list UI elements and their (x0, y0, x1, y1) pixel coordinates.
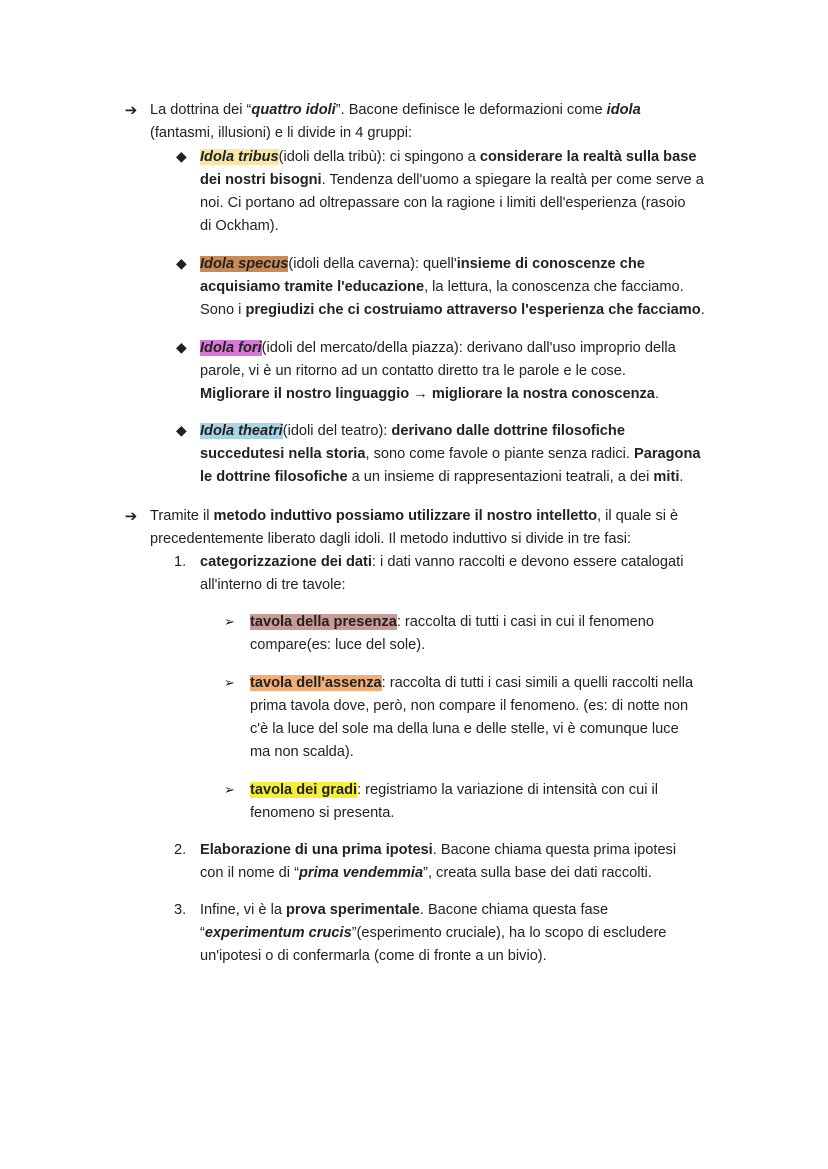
idol-tribus-line3: noi. Ci portano ad oltrepassare con la ragione i limiti dell'esperienza (rasoio (200, 195, 686, 211)
step-number: 1. (174, 554, 187, 570)
assenza-line1: tavola dell'assenza: raccolta di tutti i casi simili a quelli raccolti nella (250, 675, 694, 691)
diamond-bullet-icon: ◆ (176, 340, 187, 356)
step-number: 2. (174, 842, 187, 858)
section2-intro-line1: Tramite il metodo induttivo possiamo utilizzare il nostro intelletto, il quale si è (150, 508, 679, 524)
gradi-line1: tavola dei gradi: registriamo la variazione di intensità con cui il (250, 782, 658, 798)
triangle-bullet-icon: ➢ (224, 783, 235, 798)
step-number: 3. (174, 902, 187, 918)
triangle-bullet-icon: ➢ (224, 615, 235, 630)
presenza-line2: compare(es: luce del sole). (250, 637, 426, 653)
section1-intro-line2: (fantasmi, illusioni) e li divide in 4 gruppi: (150, 125, 412, 141)
gradi-line2: fenomeno si presenta. (250, 805, 395, 821)
section1-intro-line1: La dottrina dei “quattro idoli”. Bacone definisce le deformazioni come idola (150, 102, 641, 118)
idol-fori-line3: Migliorare il nostro linguaggio → migliorare la nostra conoscenza. (200, 386, 659, 402)
idol-tribus-line4: di Ockham). (200, 218, 279, 234)
idol-tribus-line1: Idola tribus(idoli della tribù): ci spingono a considerare la realtà sulla base (200, 149, 697, 165)
idol-specus-line2: acquisiamo tramite l'educazione, la lettura, la conoscenza che facciamo. (200, 279, 684, 295)
diamond-bullet-icon: ◆ (176, 256, 187, 272)
arrow-bullet-icon: ➔ (124, 507, 138, 525)
idol-specus-line1: Idola specus(idoli della caverna): quell'insieme di conoscenze che (200, 256, 645, 272)
step1-line2: all'interno di tre tavole: (200, 577, 346, 593)
idol-theatri-line2: succedutesi nella storia, sono come favole o piante senza radici. Paragona (200, 446, 701, 462)
idol-specus-line3: Sono i pregiudizi che ci costruiamo attraverso l'esperienza che facciamo. (200, 302, 705, 318)
idol-theatri-line1: Idola theatri(idoli del teatro): derivano dalle dottrine filosofiche (200, 423, 625, 439)
idol-fori-line1: Idola fori(idoli del mercato/della piazza): derivano dall'uso improprio della (200, 340, 676, 356)
assenza-line2: prima tavola dove, però, non compare il fenomeno. (es: di notte non (250, 698, 689, 714)
idol-fori-line2: parole, vi è un ritorno ad un contatto diretto tra le parole e le cose. (200, 363, 626, 379)
presenza-line1: tavola della presenza: raccolta di tutti i casi in cui il fenomeno (250, 614, 654, 630)
step3-line1: Infine, vi è la prova sperimentale. Bacone chiama questa fase (200, 902, 609, 918)
arrow-bullet-icon: ➔ (124, 101, 138, 119)
step1-line1: categorizzazione dei dati: i dati vanno raccolti e devono essere catalogati (200, 554, 684, 570)
step2-line1: Elaborazione di una prima ipotesi. Bacone chiama questa prima ipotesi (200, 842, 677, 858)
step2-line2: con il nome di “prima vendemmia”, creata sulla base dei dati raccolti. (200, 865, 652, 881)
step3-line3: un'ipotesi o di confermarla (come di fronte a un bivio). (200, 948, 547, 964)
triangle-bullet-icon: ➢ (224, 676, 235, 691)
assenza-line3: c'è la luce del sole ma della luna e delle stelle, vi è comunque luce (250, 721, 679, 737)
diamond-bullet-icon: ◆ (176, 423, 187, 439)
assenza-line4: ma non scalda). (250, 744, 354, 760)
step3-line2: “experimentum crucis”(esperimento cruciale), ha lo scopo di escludere (200, 925, 667, 941)
idol-theatri-line3: le dottrine filosofiche a un insieme di rappresentazioni teatrali, a dei miti. (200, 469, 684, 485)
diamond-bullet-icon: ◆ (176, 149, 187, 165)
idol-tribus-line2: dei nostri bisogni. Tendenza dell'uomo a spiegare la realtà per come serve a (200, 172, 704, 188)
section2-intro-line2: precedentemente liberato dagli idoli. Il metodo induttivo si divide in tre fasi: (150, 531, 632, 547)
